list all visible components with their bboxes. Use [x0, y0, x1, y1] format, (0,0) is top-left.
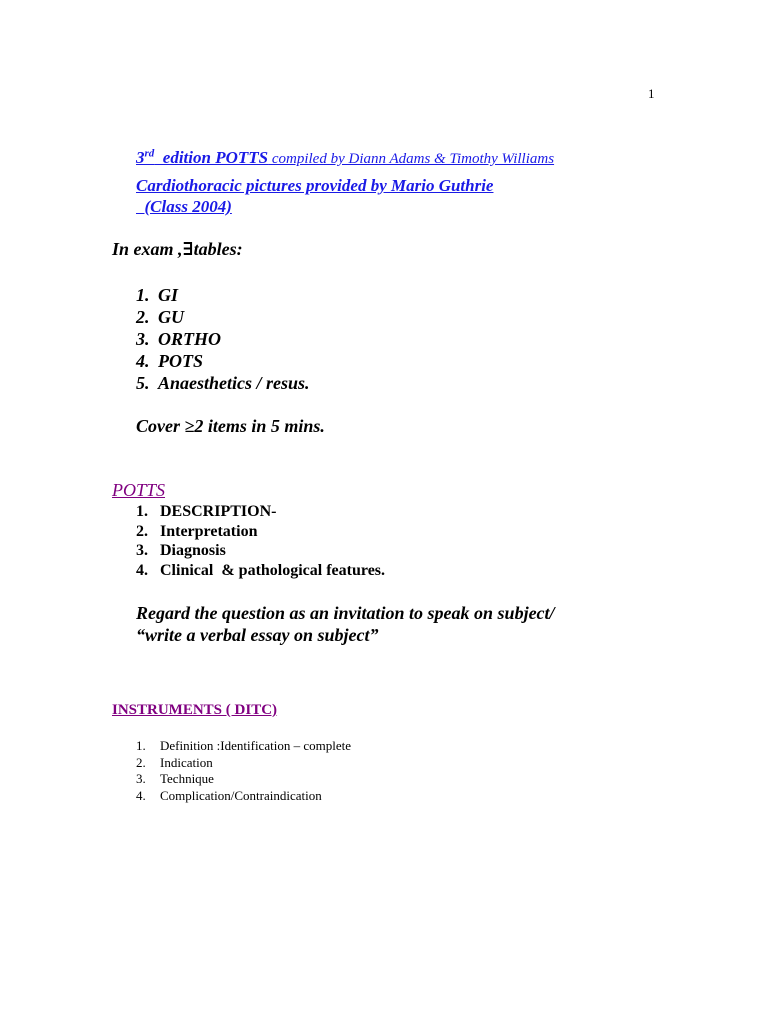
list-text: Definition :Identification – complete — [160, 738, 351, 753]
regard-paragraph — [136, 602, 555, 646]
exam-tables-list — [136, 284, 310, 394]
list-text: GI — [158, 285, 179, 305]
list-item — [136, 306, 310, 328]
list-number: 3. — [136, 771, 146, 787]
title-link-line2[interactable]: Cardiothoracic pictures provided by Mario Guthrie — [136, 176, 494, 195]
list-text: Technique — [160, 771, 214, 787]
list-number: 4. — [136, 788, 146, 804]
list-text: POTS — [158, 351, 203, 371]
list-number: 1. — [136, 738, 146, 753]
potts-list — [136, 502, 385, 580]
edition-title: edition POTTS — [154, 148, 269, 167]
list-item — [136, 788, 351, 805]
list-item — [136, 771, 351, 788]
list-number: 4. — [136, 351, 150, 371]
list-item — [136, 350, 310, 372]
list-item — [136, 738, 351, 755]
list-number: 1. — [136, 503, 148, 520]
compiled-by-text: compiled by Diann Adams & Timothy Williams — [268, 151, 555, 167]
list-item — [136, 561, 385, 581]
list-item — [136, 284, 310, 306]
list-number: 2. — [136, 307, 150, 327]
edition-number: 3 — [136, 148, 145, 167]
list-text: Indication — [160, 754, 213, 770]
list-text: ORTHO — [158, 329, 221, 349]
exam-heading: In exam ,∃tables: — [112, 239, 243, 259]
list-text: Diagnosis — [160, 542, 226, 559]
title-link-line3[interactable]: (Class 2004) — [136, 197, 232, 216]
list-item — [136, 328, 310, 350]
list-item — [136, 755, 351, 772]
list-number: 3. — [136, 329, 150, 349]
cover-instruction: Cover ≥2 items in 5 mins. — [136, 416, 325, 436]
regard-line-1: Regard the question as an invitation to speak on subject/ — [136, 603, 555, 623]
list-number: 4. — [136, 561, 148, 579]
list-text: Interpretation — [160, 522, 258, 540]
edition-suffix: rd — [144, 147, 155, 160]
list-item — [136, 502, 385, 522]
title-link-line1[interactable] — [136, 148, 554, 168]
list-number: 2. — [136, 522, 148, 540]
instruments-list — [136, 738, 351, 805]
page-number: 1 — [648, 86, 655, 101]
potts-heading-link[interactable]: POTTS — [112, 480, 166, 500]
list-item — [136, 541, 385, 561]
regard-line-2: “write a verbal essay on subject” — [136, 625, 379, 645]
list-text: Anaesthetics / resus. — [158, 373, 310, 393]
list-text: Complication/Contraindication — [160, 788, 322, 804]
instruments-heading-link[interactable]: INSTRUMENTS ( DITC) — [112, 702, 278, 718]
list-text: GU — [158, 307, 184, 327]
list-number: 1. — [136, 285, 150, 305]
list-number: 2. — [136, 754, 146, 770]
list-text: Clinical & pathological features. — [160, 561, 386, 579]
list-text: DESCRIPTION- — [160, 503, 277, 520]
list-number: 3. — [136, 542, 148, 559]
list-item — [136, 372, 310, 394]
list-number: 5. — [136, 373, 150, 393]
list-item — [136, 522, 385, 542]
